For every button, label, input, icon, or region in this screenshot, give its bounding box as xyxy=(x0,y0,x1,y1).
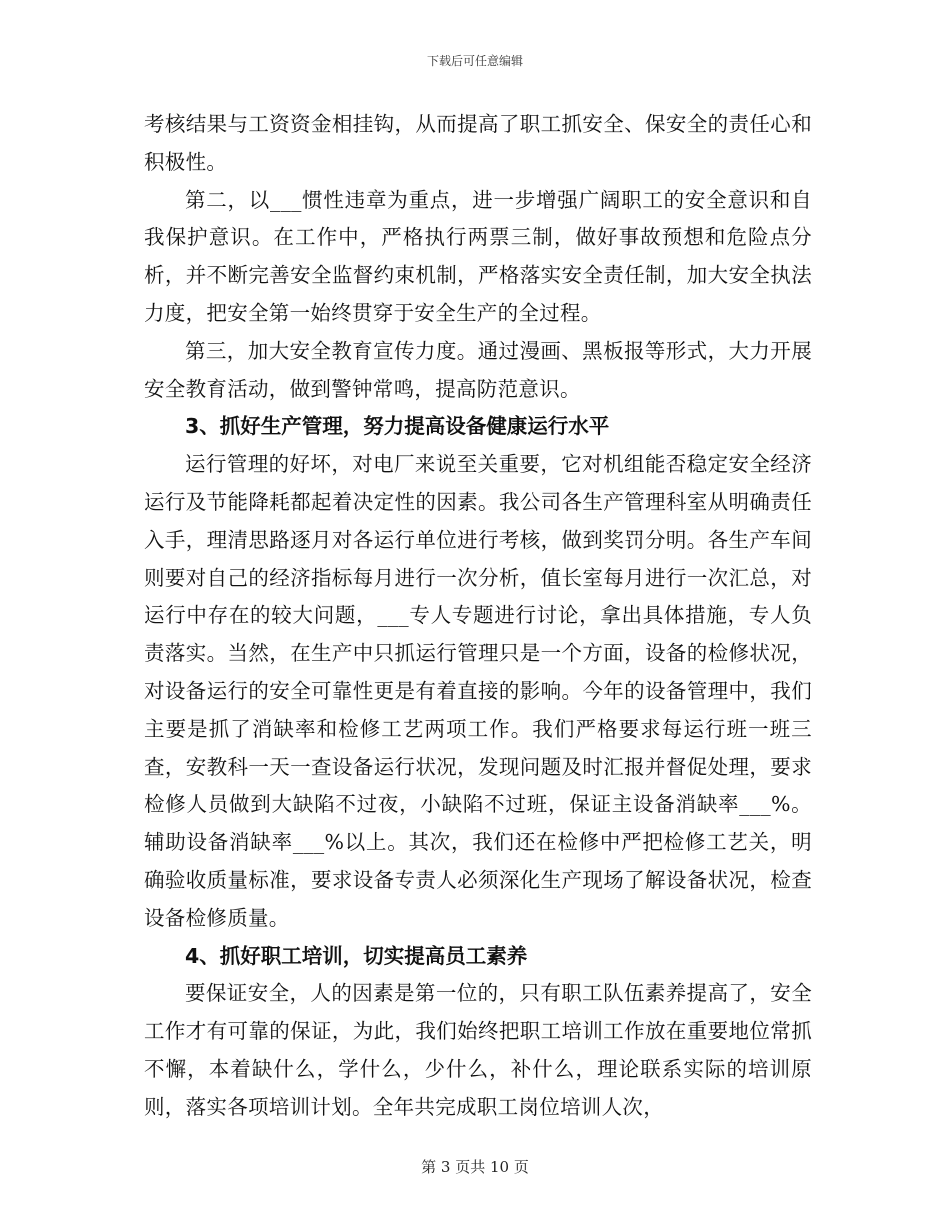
section-heading-4: 4、抓好职工培训，切实提高员工素养 xyxy=(185,943,528,968)
paragraph-staff-training: 要保证安全，人的因素是第一位的，只有职工队伍素养提高了，安全工作才有可靠的保证，为此，我们始终把职工培训工作放在重要地位常抓不懈，本着缺什么，学什么，少什么，补什么，理论联系实际的培训原则，落实各项培训计划。全年共完成职工岗位培训人次， xyxy=(144,981,812,1119)
paragraph-third: 第三，加大安全教育宣传力度。通过漫画、黑板报等形式，大力开展安全教育活动，做到警钟常鸣，提高防范意识。 xyxy=(144,338,812,401)
paragraph-second: 第二，以___惯性违章为重点，进一步增强广阔职工的安全意识和自我保护意识。在工作中，严格执行两票三制，做好事故预想和危险点分析，并不断完善安全监督约束机制，严格落实安全责任制，加大安全执法力度，把安全第一始终贯穿于安全生产的全过程。 xyxy=(144,187,812,325)
document-body xyxy=(144,106,812,1127)
paragraph-continued: 考核结果与工资资金相挂钩，从而提高了职工抓安全、保安全的责任心和积极性。 xyxy=(144,112,812,174)
section-heading-3: 3、抓好生产管理，努力提高设备健康运行水平 xyxy=(185,414,610,439)
page-header: 下载后可任意编辑 xyxy=(426,54,523,68)
paragraph-production-management: 运行管理的好坏，对电厂来说至关重要，它对机组能否稳定安全经济运行及节能降耗都起着决定性的因素。我公司各生产管理科室从明确责任入手，理清思路逐月对各运行单位进行考核，做到奖罚分明。各生产车间则要对自己的经济指标每月进行一次分析，值长室每月进行一次汇总，对运行中存在的较大问题，___专人专题进行讨论，拿出具体措施，专人负责落实。当然，在生产中只抓运行管理只是一个方面，设备的检修状况，对设备运行的安全可靠性更是有着直接的影响。今年的设备管理中，我们主要是抓了消缺率和检修工艺两项工作。我们严格要求每运行班一班三查，安教科一天一查设备运行状况，发现问题及时汇报并督促处理，要求检修人员做到大缺陷不过夜，小缺陷不过班，保证主设备消缺率___%。辅助设备消缺率___%以上。其次，我们还在检修中严把检修工艺关，明确验收质量标准，要求设备专责人必须深化生产现场了解设备状况，检查设备检修质量。 xyxy=(144,452,812,930)
page-footer: 第 3 页共 10 页 xyxy=(421,1158,529,1176)
